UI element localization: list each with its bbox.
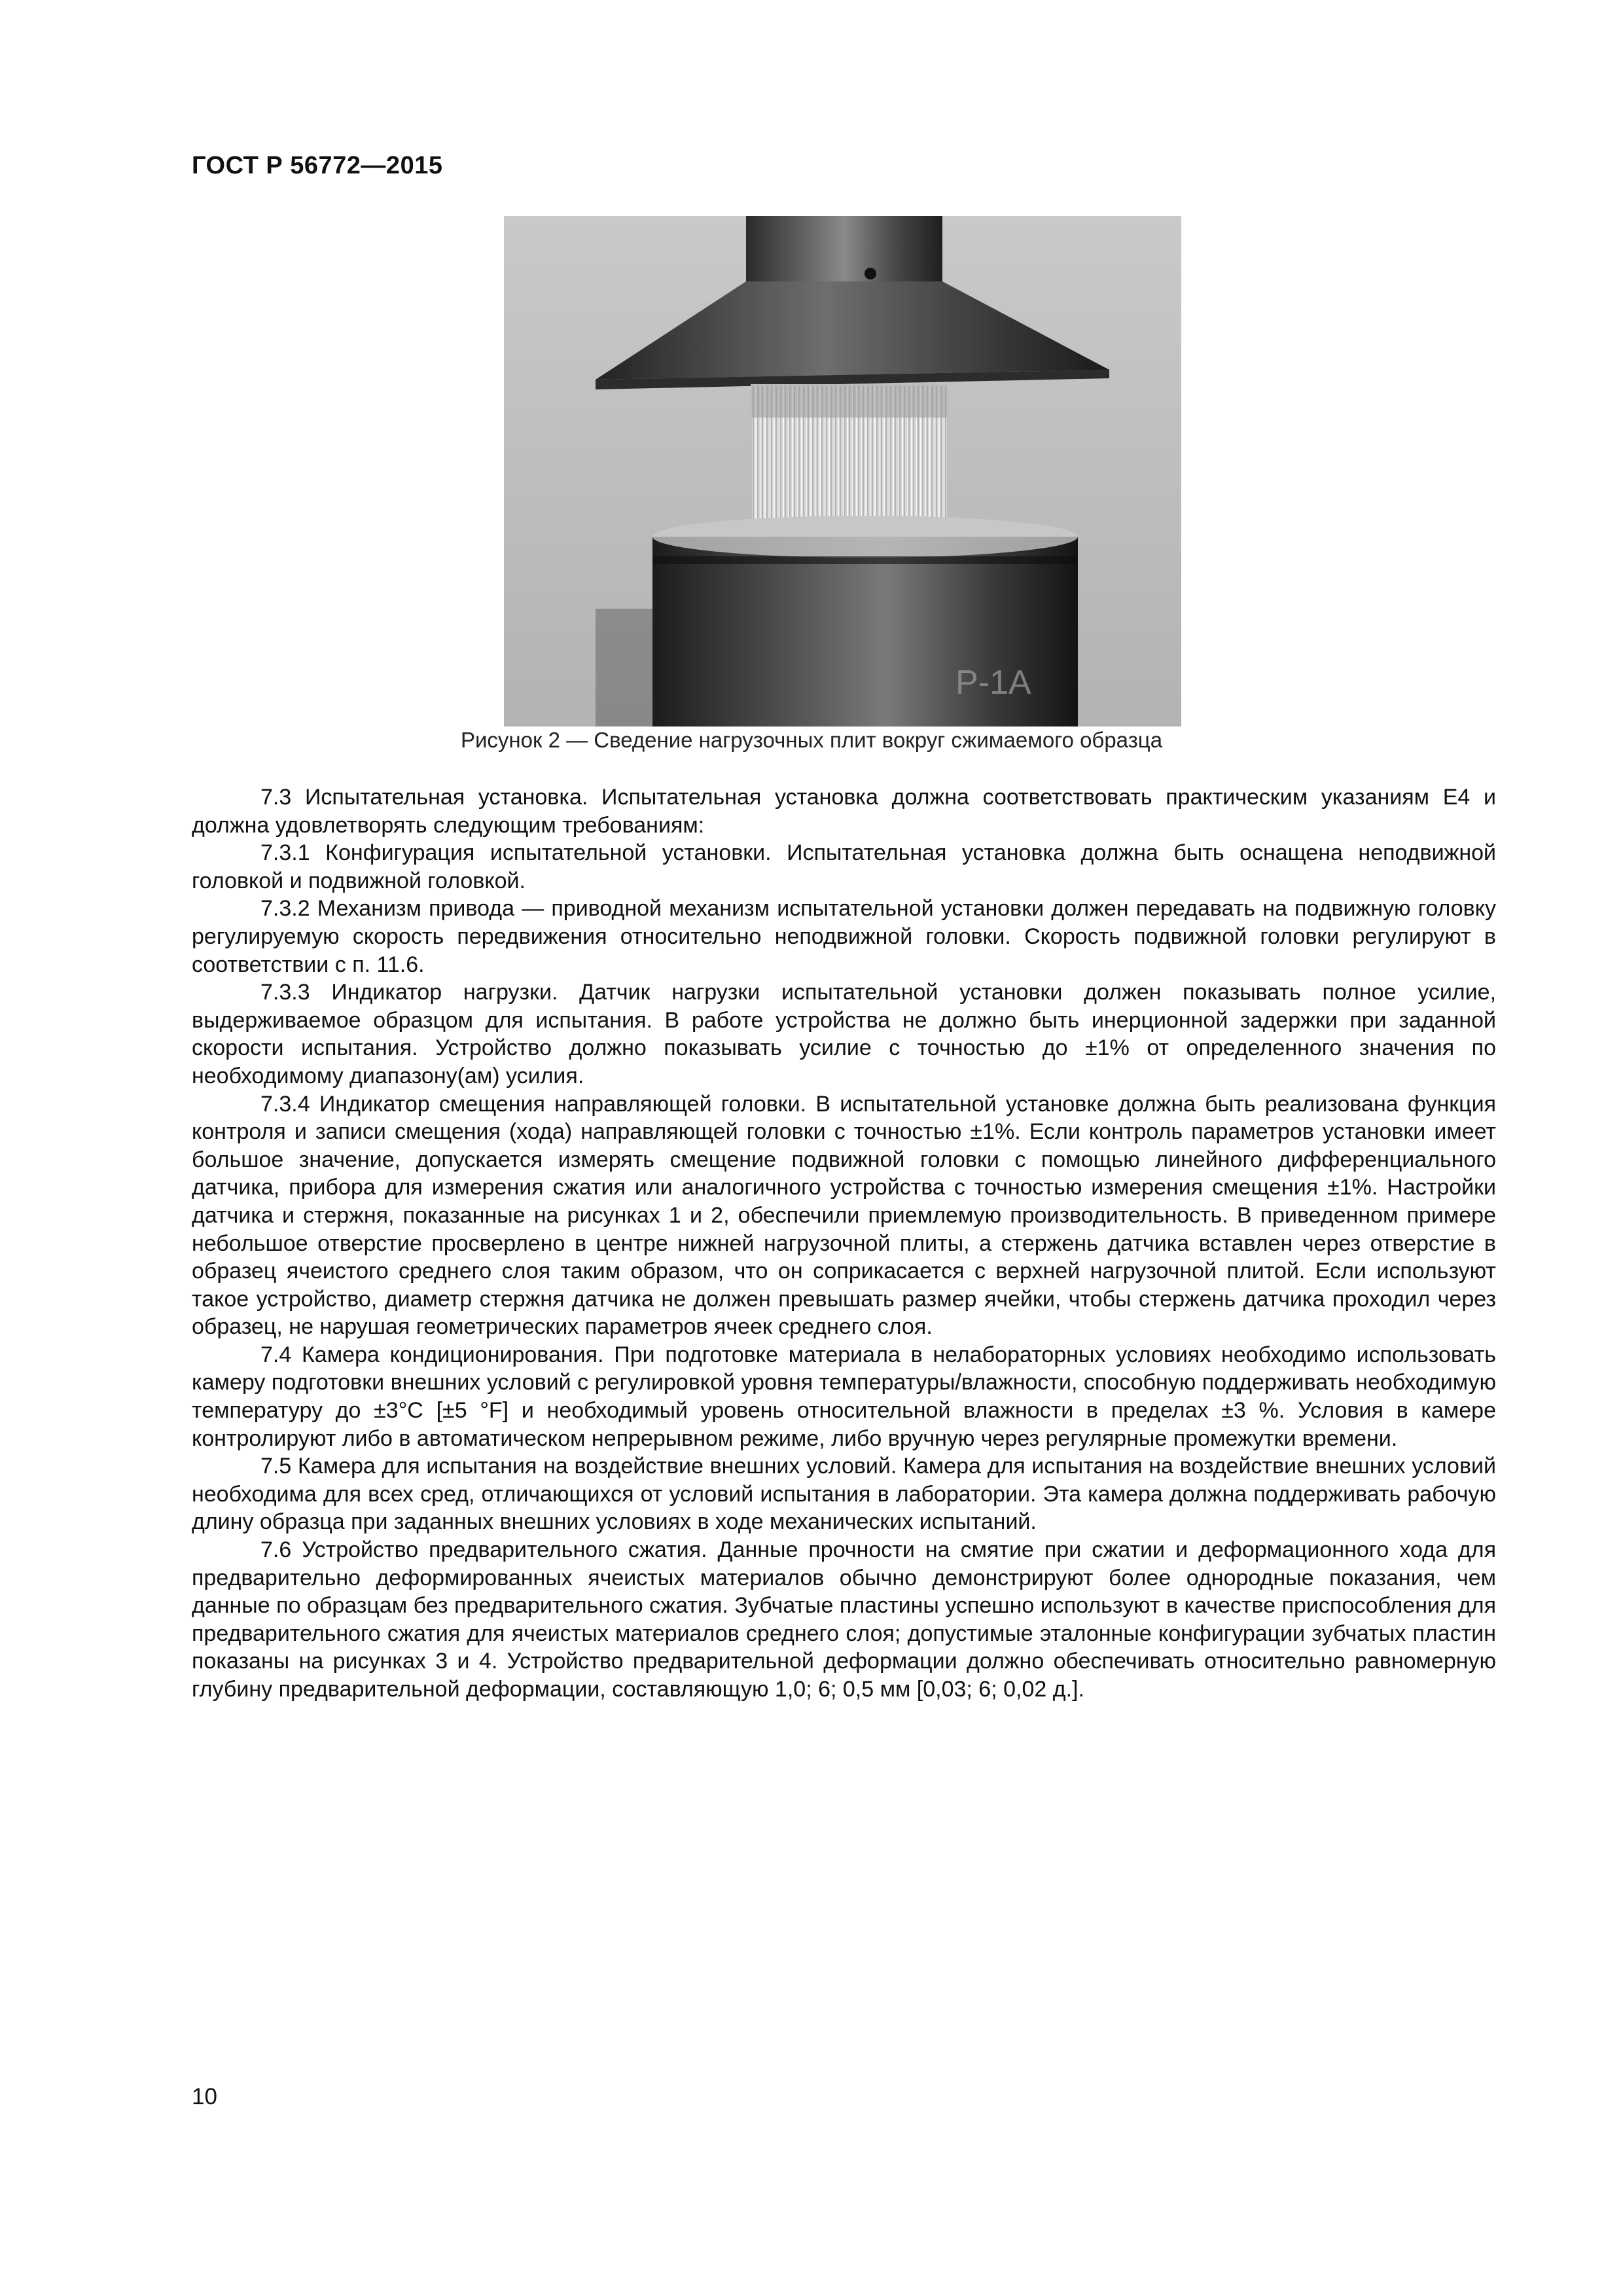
- page-number: 10: [192, 2084, 217, 2109]
- figure-caption: Рисунок 2 — Сведение нагрузочных плит вокруг сжимаемого образца: [460, 728, 1163, 752]
- figure-photo: [504, 216, 1181, 726]
- paragraph-7-6: 7.6 Устройство предварительного сжатия. Данные прочности на смятие при сжатии и деформационного хода для предварительно деформированных ячеистых материалов обычно демонстрируют более однородные показания, чем данные по образцам без предварительного сжатия. Зубчатые пластины успешно используют в качестве приспособления для предварительного сжатия для ячеистых материалов среднего слоя; допустимые эталонные конфигурации зубчатых пластин показаны на рисунках 3 и 4. Устройство предварительной деформации должно обеспечивать относительно равномерную глубину предварительной деформации, составляющую 1,0; 6; 0,5 мм [0,03; 6; 0,02 д.].: [192, 1537, 1496, 1702]
- specimen-marking: P-1A: [955, 664, 1031, 702]
- paragraph-7-3-2: 7.3.2 Механизм привода — приводной механизм испытательной установки должен передавать на подвижную головку регулируемую скорость передвижения относительно неподвижной головки. Скорость подвижной головки регулируют в соответствии с п. 11.6.: [192, 896, 1496, 977]
- body-text: [192, 783, 1496, 1704]
- paragraph-7-3: 7.3 Испытательная установка. Испытательная установка должна соответствовать практическим указаниям E4 и должна удовлетворять следующим требованиям:: [192, 785, 1496, 838]
- compression-test-photo: [504, 216, 1181, 726]
- paragraph-7-3-3: 7.3.3 Индикатор нагрузки. Датчик нагрузки испытательной установки должен показывать полное усилие, выдерживаемое образцом для испытания. В работе устройства не должно быть инерционной задержки при заданной скорости испытания. Устройство должно показывать усилие с точностью до ±1% от определенного значения по необходимому диапазону(ам) усилия.: [192, 980, 1496, 1088]
- document-header: ГОСТ Р 56772—2015: [192, 152, 443, 179]
- paragraph-7-4: 7.4 Камера кондиционирования. При подготовке материала в нелабораторных условиях необходимо использовать камеру подготовки внешних условий с регулировкой уровня температуры/влажности, способную поддерживать необходимую температуру до ±3°С [±5 °F] и необходимый уровень относительной влажности в пределах ±3 %. Условия в камере контролируют либо в автоматическом непрерывном режиме, либо вручную через регулярные промежутки времени.: [192, 1342, 1496, 1451]
- paragraph-7-3-4: 7.3.4 Индикатор смещения направляющей головки. В испытательной установке должна быть реализована функция контроля и записи смещения (хода) направляющей головки с точностью ±1%. Если контроль параметров установки имеет большое значение, допускается измерять смещение подвижной головки с помощью линейного дифференциального датчика, прибора для измерения сжатия или аналогичного устройства с точностью измерения смещения ±1%. Настройки датчика и стержня, показанные на рисунках 1 и 2, обеспечили приемлемую производительность. В приведенном примере небольшое отверстие просверлено в центре нижней нагрузочной плиты, а стержень датчика вставлен через отверстие в образец ячеистого среднего слоя таким образом, что он соприкасается с верхней нагрузочной плитой. Если используют такое устройство, диаметр стержня датчика не должен превышать размер ячейки, чтобы стержень датчика проходил через образец, не нарушая геометрических параметров ячеек среднего слоя.: [192, 1091, 1496, 1340]
- paragraph-7-5: 7.5 Камера для испытания на воздействие внешних условий. Камера для испытания на воздействие внешних условий необходима для всех сред, отличающихся от условий испытания в лаборатории. Эта камера должна поддерживать рабочую длину образца при заданных внешних условиях в ходе механических испытаний.: [192, 1454, 1496, 1535]
- paragraph-7-3-1: 7.3.1 Конфигурация испытательной установки. Испытательная установка должна быть оснащена неподвижной головкой и подвижной головкой.: [192, 840, 1496, 893]
